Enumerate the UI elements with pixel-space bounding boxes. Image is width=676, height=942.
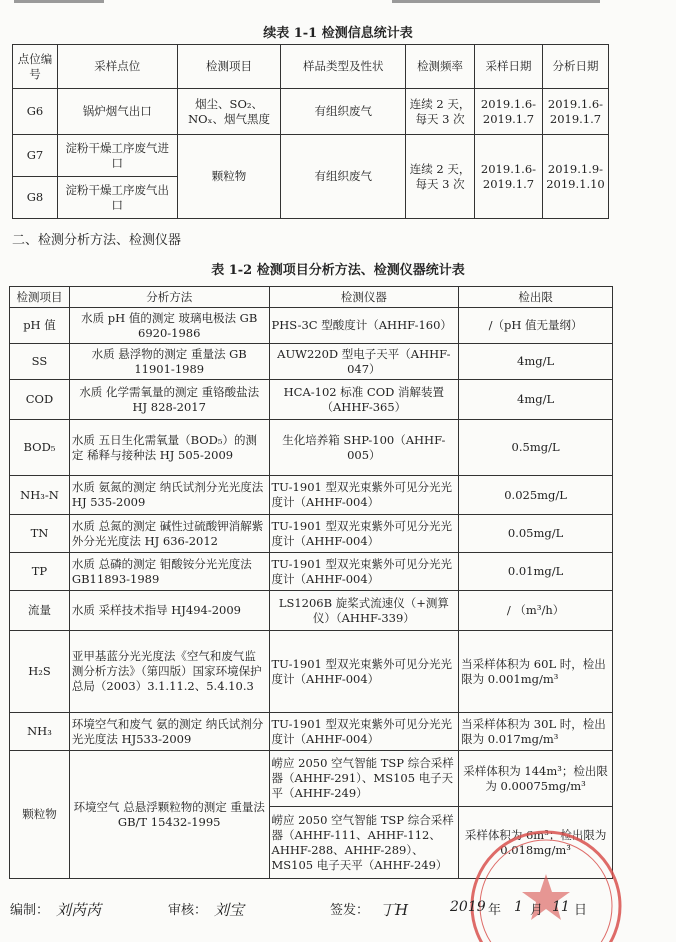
cell-limit: 4mg/L: [459, 344, 613, 380]
cell-item: NH₃-N: [10, 476, 70, 515]
table-row: [10, 308, 613, 344]
cell-id: G7: [13, 135, 58, 177]
col-header: 点位编号: [13, 45, 58, 89]
cell-id: G8: [13, 177, 58, 219]
cell-limit: 采样体积为 6m³；检出限为 0.018mg/m³: [459, 807, 613, 879]
table1-title: 续表 1-1 检测信息统计表: [263, 26, 413, 41]
cell-item: TP: [10, 553, 70, 591]
cell-item: H₂S: [10, 631, 70, 713]
col-header: 检出限: [459, 287, 613, 308]
cell-instrument: TU-1901 型双光束紫外可见分光光度计（AHHF-004）: [269, 476, 459, 515]
cell-method: 水质 氨氮的测定 纳氏试剂分光光度法 HJ 535-2009: [69, 476, 269, 515]
date-year-unit: 年: [488, 903, 502, 918]
table-row: [10, 380, 613, 420]
issuer-signature: 丁H: [380, 901, 409, 919]
cell-instrument: HCA-102 标准 COD 消解装置（AHHF-365）: [269, 380, 459, 420]
cell-limit: / （m³/h）: [459, 591, 613, 631]
compiler-signature: 刘芮芮: [56, 901, 102, 919]
cell-instrument: 崂应 2050 空气智能 TSP 综合采样器（AHHF-291）、MS105 电子天平（AHHF-249）: [269, 751, 459, 807]
table-row: [10, 515, 613, 553]
cell-instrument: PHS-3C 型酸度计（AHHF-160）: [269, 308, 459, 344]
cell-item: TN: [10, 515, 70, 553]
cell-item: 颗粒物: [177, 135, 281, 219]
cell-limit: 0.01mg/L: [459, 553, 613, 591]
table2-title: 表 1-2 检测项目分析方法、检测仪器统计表: [211, 263, 465, 278]
cell-limit: 0.05mg/L: [459, 515, 613, 553]
cell-limit: 当采样体积为 30L 时，检出限为 0.017mg/m³: [459, 713, 613, 751]
cell-freq: 连续 2 天，每天 3 次: [406, 89, 475, 135]
cell-method: 水质 总氮的测定 碱性过硫酸钾消解紫外分光光度法 HJ 636-2012: [69, 515, 269, 553]
col-header: 采样点位: [57, 45, 177, 89]
signature-footer: [10, 897, 630, 919]
table-row: [10, 420, 613, 476]
cell-type: 有组织废气: [281, 89, 406, 135]
cell-limit: 0.025mg/L: [459, 476, 613, 515]
table-header-row: [10, 287, 613, 308]
top-cut-header: [0, 0, 676, 8]
cell-type: 有组织废气: [281, 135, 406, 219]
col-header: 检测频率: [406, 45, 475, 89]
col-header: 样品类型及性状: [281, 45, 406, 89]
date-month-unit: 月: [530, 903, 544, 918]
cell-method: 亚甲基蓝分光光度法《空气和废气监测分析方法》（第四版）国家环境保护总局（2003）3.1.11.2、5.4.10.3: [69, 631, 269, 713]
cell-item: BOD₅: [10, 420, 70, 476]
col-header: 检测项目: [177, 45, 281, 89]
table-row: [10, 713, 613, 751]
cell-limit: 4mg/L: [459, 380, 613, 420]
col-header: 分析日期: [542, 45, 608, 89]
cell-point: 淀粉干燥工序废气出口: [57, 177, 177, 219]
cell-instrument: TU-1901 型双光束紫外可见分光光度计（AHHF-004）: [269, 515, 459, 553]
col-header: 采样日期: [475, 45, 543, 89]
cell-item: 颗粒物: [10, 751, 70, 879]
table-row: [13, 135, 609, 177]
cell-limit: 0.5mg/L: [459, 420, 613, 476]
cell-instrument: LS1206B 旋桨式流速仪（+测算仪）（AHHF-339）: [269, 591, 459, 631]
cell-method: 环境空气 总悬浮颗粒物的测定 重量法 GB/T 15432-1995: [69, 751, 269, 879]
cell-method: 水质 pH 值的测定 玻璃电极法 GB 6920-1986: [69, 308, 269, 344]
reviewer-label: 审核：: [168, 903, 208, 918]
cell-method: 环境空气和废气 氨的测定 纳氏试剂分光光度法 HJ533-2009: [69, 713, 269, 751]
cell-item: 烟尘、SO₂、NOₓ、烟气黑度: [177, 89, 281, 135]
cell-analysis-date: 2019.1.9-2019.1.10: [542, 135, 608, 219]
cell-item: NH₃: [10, 713, 70, 751]
col-header: 检测项目: [10, 287, 70, 308]
date-month: 1: [514, 899, 523, 915]
cell-instrument: TU-1901 型双光束紫外可见分光光度计（AHHF-004）: [269, 553, 459, 591]
cell-sample-date: 2019.1.6-2019.1.7: [475, 89, 543, 135]
table-header-row: [13, 45, 609, 89]
cell-instrument: TU-1901 型双光束紫外可见分光光度计（AHHF-004）: [269, 631, 459, 713]
official-seal: [466, 822, 626, 942]
cell-method: 水质 五日生化需氧量（BOD₅）的测定 稀释与接种法 HJ 505-2009: [69, 420, 269, 476]
compiler-label: 编制：: [10, 903, 50, 918]
table-row: [10, 631, 613, 713]
table-row: [10, 751, 613, 807]
table-row: [10, 591, 613, 631]
cell-item: 流量: [10, 591, 70, 631]
cell-item: COD: [10, 380, 70, 420]
date-day: 11: [552, 899, 570, 915]
cell-id: G6: [13, 89, 58, 135]
cell-freq: 连续 2 天，每天 3 次: [406, 135, 475, 219]
table-row: [10, 553, 613, 591]
cell-method: 水质 化学需氧量的测定 重铬酸盐法 HJ 828-2017: [69, 380, 269, 420]
cell-analysis-date: 2019.1.6-2019.1.7: [542, 89, 608, 135]
cell-point: 锅炉烟气出口: [57, 89, 177, 135]
table-row: [13, 89, 609, 135]
method-instrument-table: [9, 286, 613, 879]
cell-instrument: 崂应 2050 空气智能 TSP 综合采样器（AHHF-111、AHHF-112、AHHF-288、AHHF-289）、MS105 电子天平（AHHF-249）: [269, 807, 459, 879]
cell-sample-date: 2019.1.6-2019.1.7: [475, 135, 543, 219]
col-header: 检测仪器: [269, 287, 459, 308]
issuer-label: 签发：: [330, 903, 370, 918]
date-day-unit: 日: [574, 903, 588, 918]
date-year: 2019: [450, 899, 486, 915]
col-header: 分析方法: [69, 287, 269, 308]
cell-method: 水质 悬浮物的测定 重量法 GB 11901-1989: [69, 344, 269, 380]
cell-limit: 采样体积为 144m³；检出限为 0.00075mg/m³: [459, 751, 613, 807]
cell-item: pH 值: [10, 308, 70, 344]
cell-instrument: AUW220D 型电子天平（AHHF-047）: [269, 344, 459, 380]
cell-item: SS: [10, 344, 70, 380]
cell-method: 水质 采样技术指导 HJ494-2009: [69, 591, 269, 631]
table-row: [10, 344, 613, 380]
cell-point: 淀粉干燥工序废气进口: [57, 135, 177, 177]
cell-instrument: 生化培养箱 SHP-100（AHHF-005）: [269, 420, 459, 476]
cell-instrument: TU-1901 型双光束紫外可见分光光度计（AHHF-004）: [269, 713, 459, 751]
table-row: [10, 476, 613, 515]
detection-info-table: [12, 44, 609, 219]
cell-limit: /（pH 值无量纲）: [459, 308, 613, 344]
reviewer-signature: 刘宝: [214, 901, 245, 919]
cell-method: 水质 总磷的测定 钼酸铵分光光度法 GB11893-1989: [69, 553, 269, 591]
cell-limit: 当采样体积为 60L 时，检出限为 0.001mg/m³: [459, 631, 613, 713]
section-heading: 二、检测分析方法、检测仪器: [12, 233, 182, 248]
